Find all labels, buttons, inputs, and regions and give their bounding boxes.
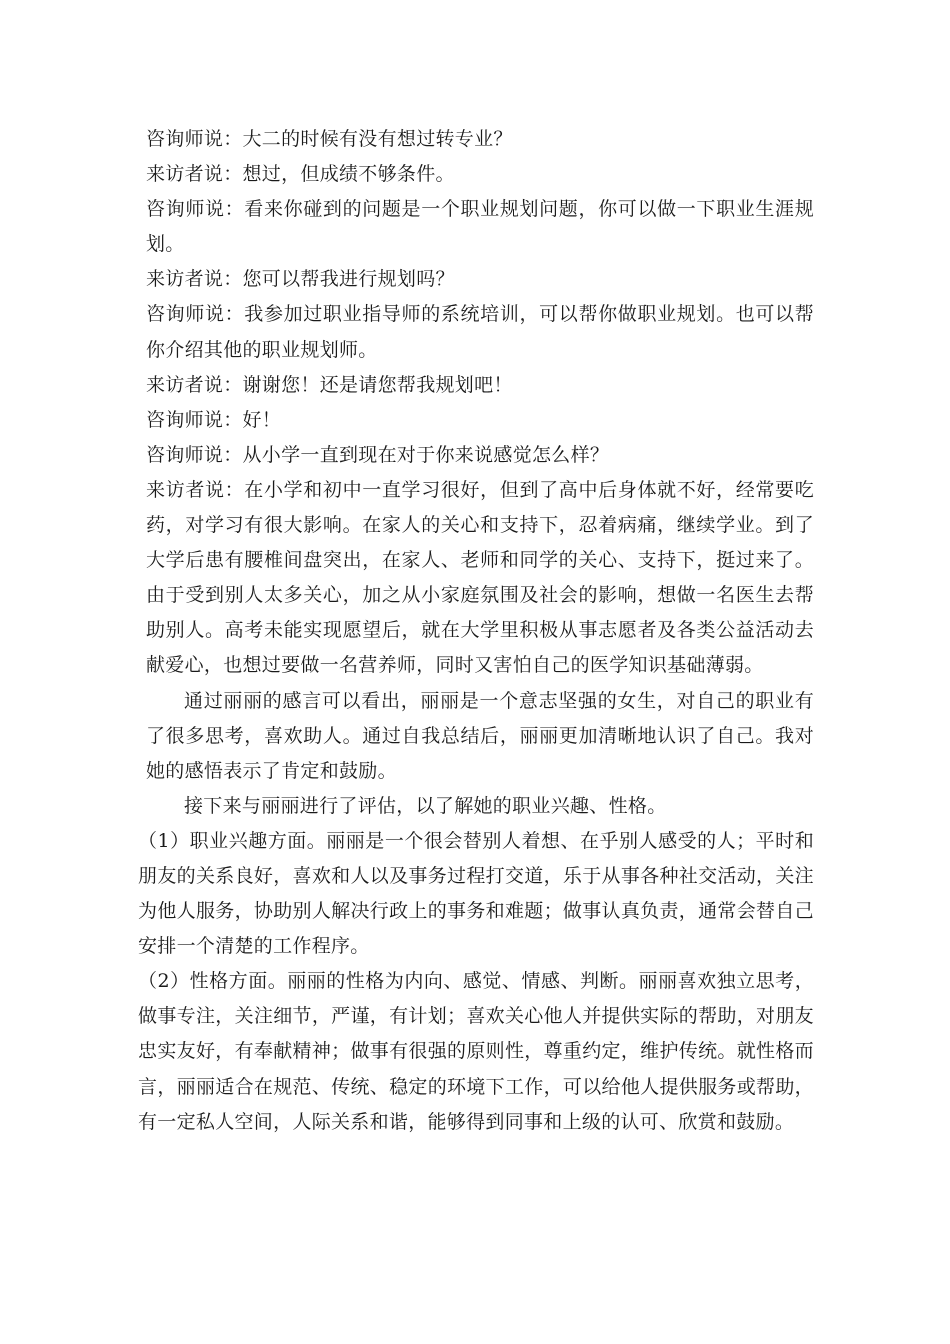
dialogue-line: 来访者说：谢谢您！还是请您帮我规划吧！ [146,373,513,396]
dialogue-line: 咨询师说：从小学一直到现在对于你来说感觉怎么样？ [146,443,610,466]
body-paragraph: 接下来与丽丽进行了评估，以了解她的职业兴趣、性格。 [184,794,667,817]
dialogue-line: 来访者说：在小学和初中一直学习很好，但到了高中后身体就不好，经常要吃药，对学习有很大影响。在家人的关心和支持下，忍着病痛，继续学业。到了大学后患有腰椎间盘突出，在家人、老师和同学的关心、支持下，挺过来了。由于受到别人太多关心，加之从小家庭氛围及社会的影响，想做一名医生去帮助别人。高考未能实现愿望后，就在大学里积极从事志愿者及各类公益活动去献爱心，也想过要做一名营养师，同时又害怕自己的医学知识基础薄弱。 [146,478,814,677]
dialogue-line: 来访者说：您可以帮我进行规划吗？ [146,268,455,291]
body-paragraph: 通过丽丽的感言可以看出，丽丽是一个意志坚强的女生，对自己的职业有了很多思考，喜欢助人。通过自我总结后，丽丽更加清晰地认识了自己。我对她的感悟表示了肯定和鼓励。 [146,689,814,782]
dialogue-line: 来访者说：想过，但成绩不够条件。 [146,163,455,186]
dialogue-line: 咨询师说：大二的时候有没有想过转专业？ [146,128,513,150]
dialogue-line: 咨询师说：好！ [146,408,282,431]
numbered-paragraph: （1）职业兴趣方面。丽丽是一个很会替别人着想、在乎别人感受的人；平时和朋友的关系良好，喜欢和人以及事务过程打交道，乐于从事各种社交活动，关注为他人服务，协助别人解决行政上的事务和难题；做事认真负责，通常会替自己安排一个清楚的工作程序。 [138,829,814,958]
dialogue-line: 咨询师说：我参加过职业指导师的系统培训，可以帮你做职业规划。也可以帮你介绍其他的职业规划师。 [146,303,814,361]
numbered-paragraph: （2）性格方面。丽丽的性格为内向、感觉、情感、判断。丽丽喜欢独立思考，做事专注，关注细节，严谨，有计划；喜欢关心他人并提供实际的帮助，对朋友忠实友好，有奉献精神；做事有很强的原则性，尊重约定，维护传统。就性格而言，丽丽适合在规范、传统、稳定的环境下工作，可以给他人提供服务或帮助，有一定私人空间，人际关系和谐，能够得到同事和上级的认可、欣赏和鼓励。 [138,970,814,1133]
document-body [138,122,814,1140]
dialogue-line: 咨询师说：看来你碰到的问题是一个职业规划问题，你可以做一下职业生涯规划。 [146,198,814,256]
